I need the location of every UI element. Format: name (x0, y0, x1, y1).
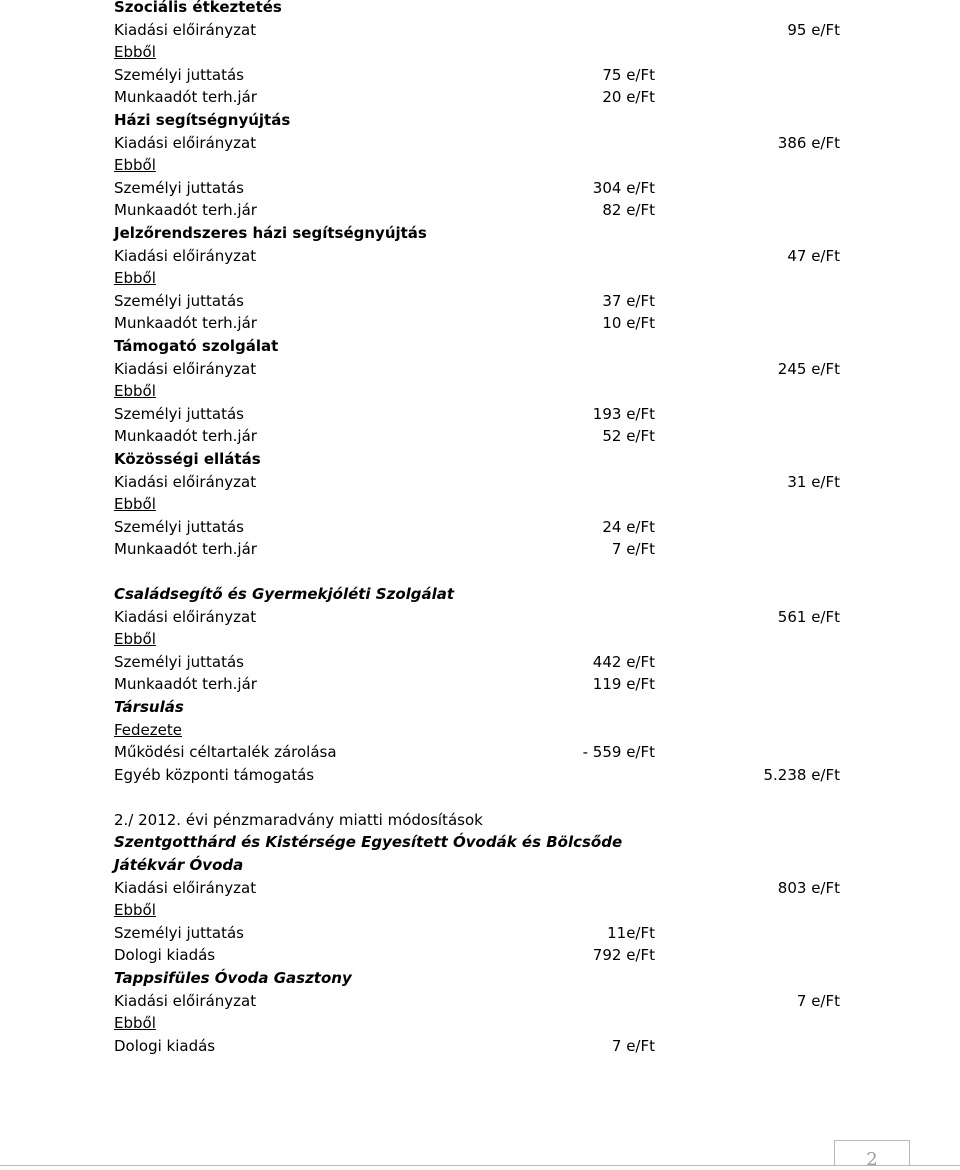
section-title-tamogato (114, 335, 840, 357)
row-label: Személyi juttatás (114, 653, 244, 671)
total-value: 47 e/Ft (787, 247, 840, 265)
section-title: Házi segítségnyújtás (114, 111, 291, 129)
ebbol-row (114, 493, 840, 515)
ebbol-label: Ebből (114, 495, 156, 513)
budget-row (114, 764, 840, 786)
ebbol-label: Ebből (114, 156, 156, 174)
budget-row (114, 516, 840, 538)
budget-row (114, 199, 840, 221)
total-value: 561 e/Ft (777, 608, 840, 626)
item-value: 304 e/Ft (592, 179, 655, 197)
budget-row (114, 990, 840, 1012)
section-title: Játékvár Óvoda (114, 856, 244, 874)
ebbol-label: Ebből (114, 901, 156, 919)
total-value: 7 e/Ft (796, 992, 840, 1010)
institution-title (114, 831, 840, 853)
budget-row (114, 64, 840, 86)
row-label: Személyi juttatás (114, 518, 244, 536)
total-value: 31 e/Ft (787, 473, 840, 491)
section-title-tarsulas (114, 696, 840, 718)
row-label: Kiadási előirányzat (114, 473, 257, 491)
section-title-kozossegi (114, 448, 840, 470)
budget-row (114, 538, 840, 560)
ebbol-row (114, 1012, 840, 1034)
fedezete-label: Fedezete (114, 721, 182, 739)
ebbol-row (114, 899, 840, 921)
section-title-jelzo (114, 222, 840, 244)
section-title: Támogató szolgálat (114, 337, 279, 355)
row-label: Kiadási előirányzat (114, 134, 257, 152)
modositasok-heading (114, 809, 840, 831)
budget-row (114, 651, 840, 673)
item-value: 52 e/Ft (602, 427, 655, 445)
item-value: 193 e/Ft (592, 405, 655, 423)
budget-row (114, 471, 840, 493)
row-label: Kiadási előirányzat (114, 21, 257, 39)
section-title: Családsegítő és Gyermekjóléti Szolgálat (114, 585, 455, 603)
total-value: 803 e/Ft (777, 879, 840, 897)
budget-row (114, 290, 840, 312)
section-title: Tappsifüles Óvoda Gasztony (114, 969, 352, 987)
ebbol-label: Ebből (114, 1014, 156, 1032)
row-label: Személyi juttatás (114, 179, 244, 197)
budget-row (114, 922, 840, 944)
item-value: 792 e/Ft (592, 946, 655, 964)
item-value: 7 e/Ft (611, 1037, 655, 1055)
budget-row (114, 177, 840, 199)
ebbol-label: Ebből (114, 382, 156, 400)
ebbol-row (114, 628, 840, 650)
budget-row (114, 673, 840, 695)
budget-row (114, 358, 840, 380)
row-label: Munkaadót terh.jár (114, 540, 257, 558)
item-value: 24 e/Ft (602, 518, 655, 536)
page-number: 2 (866, 1149, 878, 1170)
page-number-box (834, 1140, 910, 1170)
budget-row (114, 132, 840, 154)
row-label: Munkaadót terh.jár (114, 314, 257, 332)
row-label: Dologi kiadás (114, 946, 216, 964)
section-title-hazi (114, 109, 840, 131)
budget-row (114, 606, 840, 628)
row-label: Kiadási előirányzat (114, 992, 257, 1010)
footer-rule (0, 1165, 960, 1166)
ebbol-row (114, 154, 840, 176)
item-value: 82 e/Ft (602, 201, 655, 219)
item-value: 119 e/Ft (592, 675, 655, 693)
item-value: 10 e/Ft (602, 314, 655, 332)
row-label: Egyéb központi támogatás (114, 766, 315, 784)
total-value: 245 e/Ft (777, 360, 840, 378)
total-value: 386 e/Ft (777, 134, 840, 152)
ebbol-row (114, 267, 840, 289)
item-value: 7 e/Ft (611, 540, 655, 558)
row-label: Működési céltartalék zárolása (114, 743, 337, 761)
budget-row (114, 1035, 840, 1057)
section-title-tappsifules (114, 967, 840, 989)
row-label: Kiadási előirányzat (114, 879, 257, 897)
ebbol-label: Ebből (114, 630, 156, 648)
budget-row (114, 741, 840, 763)
budget-row (114, 877, 840, 899)
row-label: Munkaadót terh.jár (114, 427, 257, 445)
section-title: Szociális étkeztetés (114, 0, 282, 16)
item-value: 20 e/Ft (602, 88, 655, 106)
budget-row (114, 19, 840, 41)
budget-row (114, 86, 840, 108)
section-title: Társulás (114, 698, 184, 716)
ebbol-label: Ebből (114, 269, 156, 287)
row-label: Kiadási előirányzat (114, 247, 257, 265)
budget-row (114, 403, 840, 425)
row-label: Munkaadót terh.jár (114, 675, 257, 693)
total-value: 5.238 e/Ft (763, 766, 840, 784)
row-label: Személyi juttatás (114, 292, 244, 310)
budget-row (114, 425, 840, 447)
section-title: Jelzőrendszeres házi segítségnyújtás (114, 224, 427, 242)
ebbol-row (114, 380, 840, 402)
fedezete-row (114, 719, 840, 741)
item-value: 442 e/Ft (592, 653, 655, 671)
item-value: 37 e/Ft (602, 292, 655, 310)
budget-row (114, 245, 840, 267)
section-title-szocialis (114, 0, 840, 18)
ebbol-row (114, 41, 840, 63)
institution-name: Szentgotthárd és Kistérsége Egyesített Óvodák és Bölcsőde (114, 833, 623, 851)
section-heading: 2./ 2012. évi pénzmaradvány miatti módosítások (114, 811, 483, 829)
budget-row (114, 944, 840, 966)
section-title: Közösségi ellátás (114, 450, 261, 468)
section-title-jatekvar (114, 854, 840, 876)
row-label: Személyi juttatás (114, 66, 244, 84)
item-value: 11e/Ft (607, 924, 655, 942)
item-value: 75 e/Ft (602, 66, 655, 84)
row-label: Munkaadót terh.jár (114, 201, 257, 219)
item-value: - 559 e/Ft (582, 743, 655, 761)
page-footer (0, 1140, 960, 1170)
row-label: Munkaadót terh.jár (114, 88, 257, 106)
ebbol-label: Ebből (114, 43, 156, 61)
total-value: 95 e/Ft (787, 21, 840, 39)
section-title-csaladsegito (114, 583, 840, 605)
row-label: Kiadási előirányzat (114, 360, 257, 378)
row-label: Személyi juttatás (114, 924, 244, 942)
row-label: Dologi kiadás (114, 1037, 216, 1055)
row-label: Személyi juttatás (114, 405, 244, 423)
budget-row (114, 312, 840, 334)
row-label: Kiadási előirányzat (114, 608, 257, 626)
